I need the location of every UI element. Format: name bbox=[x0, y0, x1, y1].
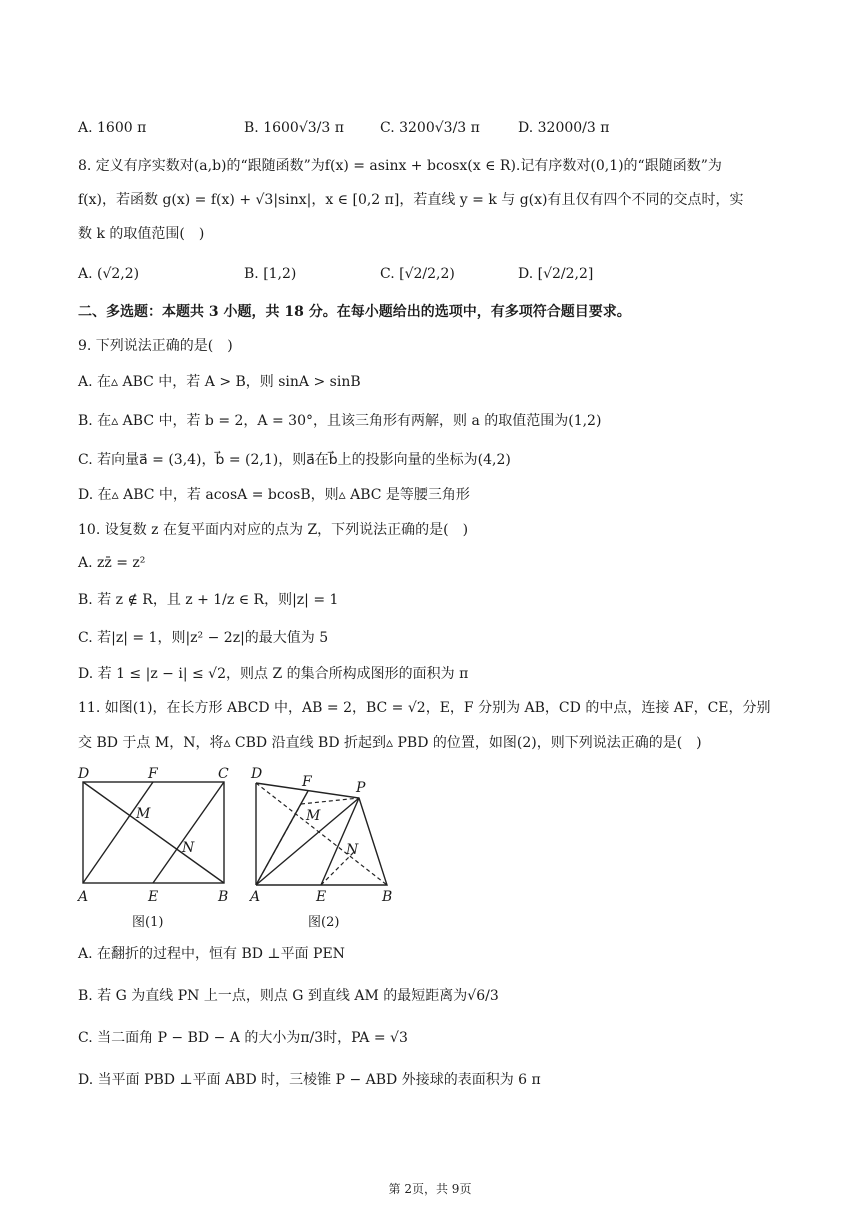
fig1-segment-ce bbox=[153, 782, 224, 883]
fig1-label-n: N bbox=[182, 840, 195, 856]
fig2-label-b: B bbox=[382, 889, 393, 905]
q8-option-b: B. [1,2) bbox=[244, 266, 297, 282]
q11-line-1: 11. 如图(1)，在长方形 ABCD 中，AB = 2，BC = √2，E，F 分别为 AB，CD 的中点，连接 AF，CE，分别 bbox=[78, 700, 771, 716]
fig1-label-a: A bbox=[78, 889, 89, 905]
fig2-label-d: D bbox=[251, 766, 263, 782]
q9-option-c: C. 若向量a⃗ = (3,4)，b⃗ = (2,1)，则a⃗在b⃗上的投影向量的坐标为(4,2) bbox=[78, 452, 511, 468]
fig2-dashed-mp bbox=[301, 798, 359, 804]
q8-option-a: A. (√2,2) bbox=[78, 266, 140, 282]
q10-option-c: C. 若|z| = 1，则|z² − 2z|的最大值为 5 bbox=[78, 630, 329, 646]
q11-option-b: B. 若 G 为直线 PN 上一点，则点 G 到直线 AM 的最短距离为√6/3 bbox=[78, 988, 499, 1004]
q11-figure-svg bbox=[76, 764, 406, 936]
q10-option-a: A. zz̄ = z² bbox=[78, 555, 146, 571]
q8-line-1: 8. 定义有序实数对(a,b)的“跟随函数”为f(x) = asinx + bcosx(x ∈ R).记有序数对(0,1)的“跟随函数”为 bbox=[78, 158, 722, 174]
fig2-label-f: F bbox=[302, 774, 312, 790]
q9-stem: 9. 下列说法正确的是( ) bbox=[78, 338, 233, 354]
fig1-segment-af bbox=[83, 782, 153, 883]
q9-option-d: D. 在▵ ABC 中，若 acosA = bcosB，则▵ ABC 是等腰三角形 bbox=[78, 487, 470, 503]
q9-option-b: B. 在▵ ABC 中，若 b = 2，A = 30°，且该三角形有两解，则 a 的取值范围为(1,2) bbox=[78, 413, 602, 429]
q7-option-c: C. 3200√3/3 π bbox=[380, 120, 480, 136]
q9-option-a: A. 在▵ ABC 中，若 A > B，则 sinA > sinB bbox=[78, 374, 361, 390]
fig2-label-a: A bbox=[250, 889, 261, 905]
q10-stem: 10. 设复数 z 在复平面内对应的点为 Z，下列说法正确的是( ) bbox=[78, 522, 469, 538]
fig1-diagonal-bd bbox=[83, 782, 224, 883]
fig2-dashed-db bbox=[256, 783, 387, 885]
q10-option-b: B. 若 z ∉ R，且 z + 1/z ∈ R，则|z| = 1 bbox=[78, 592, 339, 608]
q11-option-d: D. 当平面 PBD ⊥平面 ABD 时，三棱锥 P − ABD 外接球的表面积为 6 π bbox=[78, 1072, 541, 1088]
fig2-label-n: N bbox=[346, 842, 359, 858]
q11-option-c: C. 当二面角 P − BD − A 的大小为π/3时，PA = √3 bbox=[78, 1030, 408, 1046]
fig2-label-p: P bbox=[356, 780, 366, 796]
section-heading-multiple-choice: 二、多选题：本题共 3 小题，共 18 分。在每小题给出的选项中，有多项符合题目要求。 bbox=[78, 304, 631, 320]
q11-line-2: 交 BD 于点 M，N，将▵ CBD 沿直线 BD 折起到▵ PBD 的位置，如图(2)，则下列说法正确的是( ) bbox=[78, 735, 702, 751]
fig2-label-m: M bbox=[306, 808, 321, 824]
q8-option-d: D. [√2/2,2] bbox=[518, 266, 594, 282]
q11-option-a: A. 在翻折的过程中，恒有 BD ⊥平面 PEN bbox=[78, 946, 345, 962]
q11-figures bbox=[76, 764, 406, 940]
fig1-label-c: C bbox=[218, 766, 229, 782]
fig1-label-d: D bbox=[78, 766, 90, 782]
q8-line-2: f(x)，若函数 g(x) = f(x) + √3|sinx|，x ∈ [0,2 π]，若直线 y = k 与 g(x)有且仅有四个不同的交点时，实 bbox=[78, 192, 744, 208]
fig1-label-f: F bbox=[148, 766, 158, 782]
q8-line-3: 数 k 的取值范围( ) bbox=[78, 226, 205, 242]
fig1-label-e: E bbox=[148, 889, 159, 905]
fig1-label-b: B bbox=[218, 889, 229, 905]
fig2-caption: 图(2) bbox=[308, 915, 340, 930]
q7-option-a: A. 1600 π bbox=[78, 120, 147, 136]
fig1-label-m: M bbox=[136, 806, 151, 822]
q7-option-b: B. 1600√3/3 π bbox=[244, 120, 344, 136]
q7-option-d: D. 32000/3 π bbox=[518, 120, 610, 136]
page-footer: 第 2页，共 9页 bbox=[388, 1182, 472, 1196]
q8-option-c: C. [√2/2,2) bbox=[380, 266, 455, 282]
fig2-label-e: E bbox=[316, 889, 327, 905]
fig1-caption: 图(1) bbox=[132, 915, 164, 930]
q10-option-d: D. 若 1 ≤ |z − i| ≤ √2，则点 Z 的集合所构成图形的面积为 π bbox=[78, 666, 469, 682]
